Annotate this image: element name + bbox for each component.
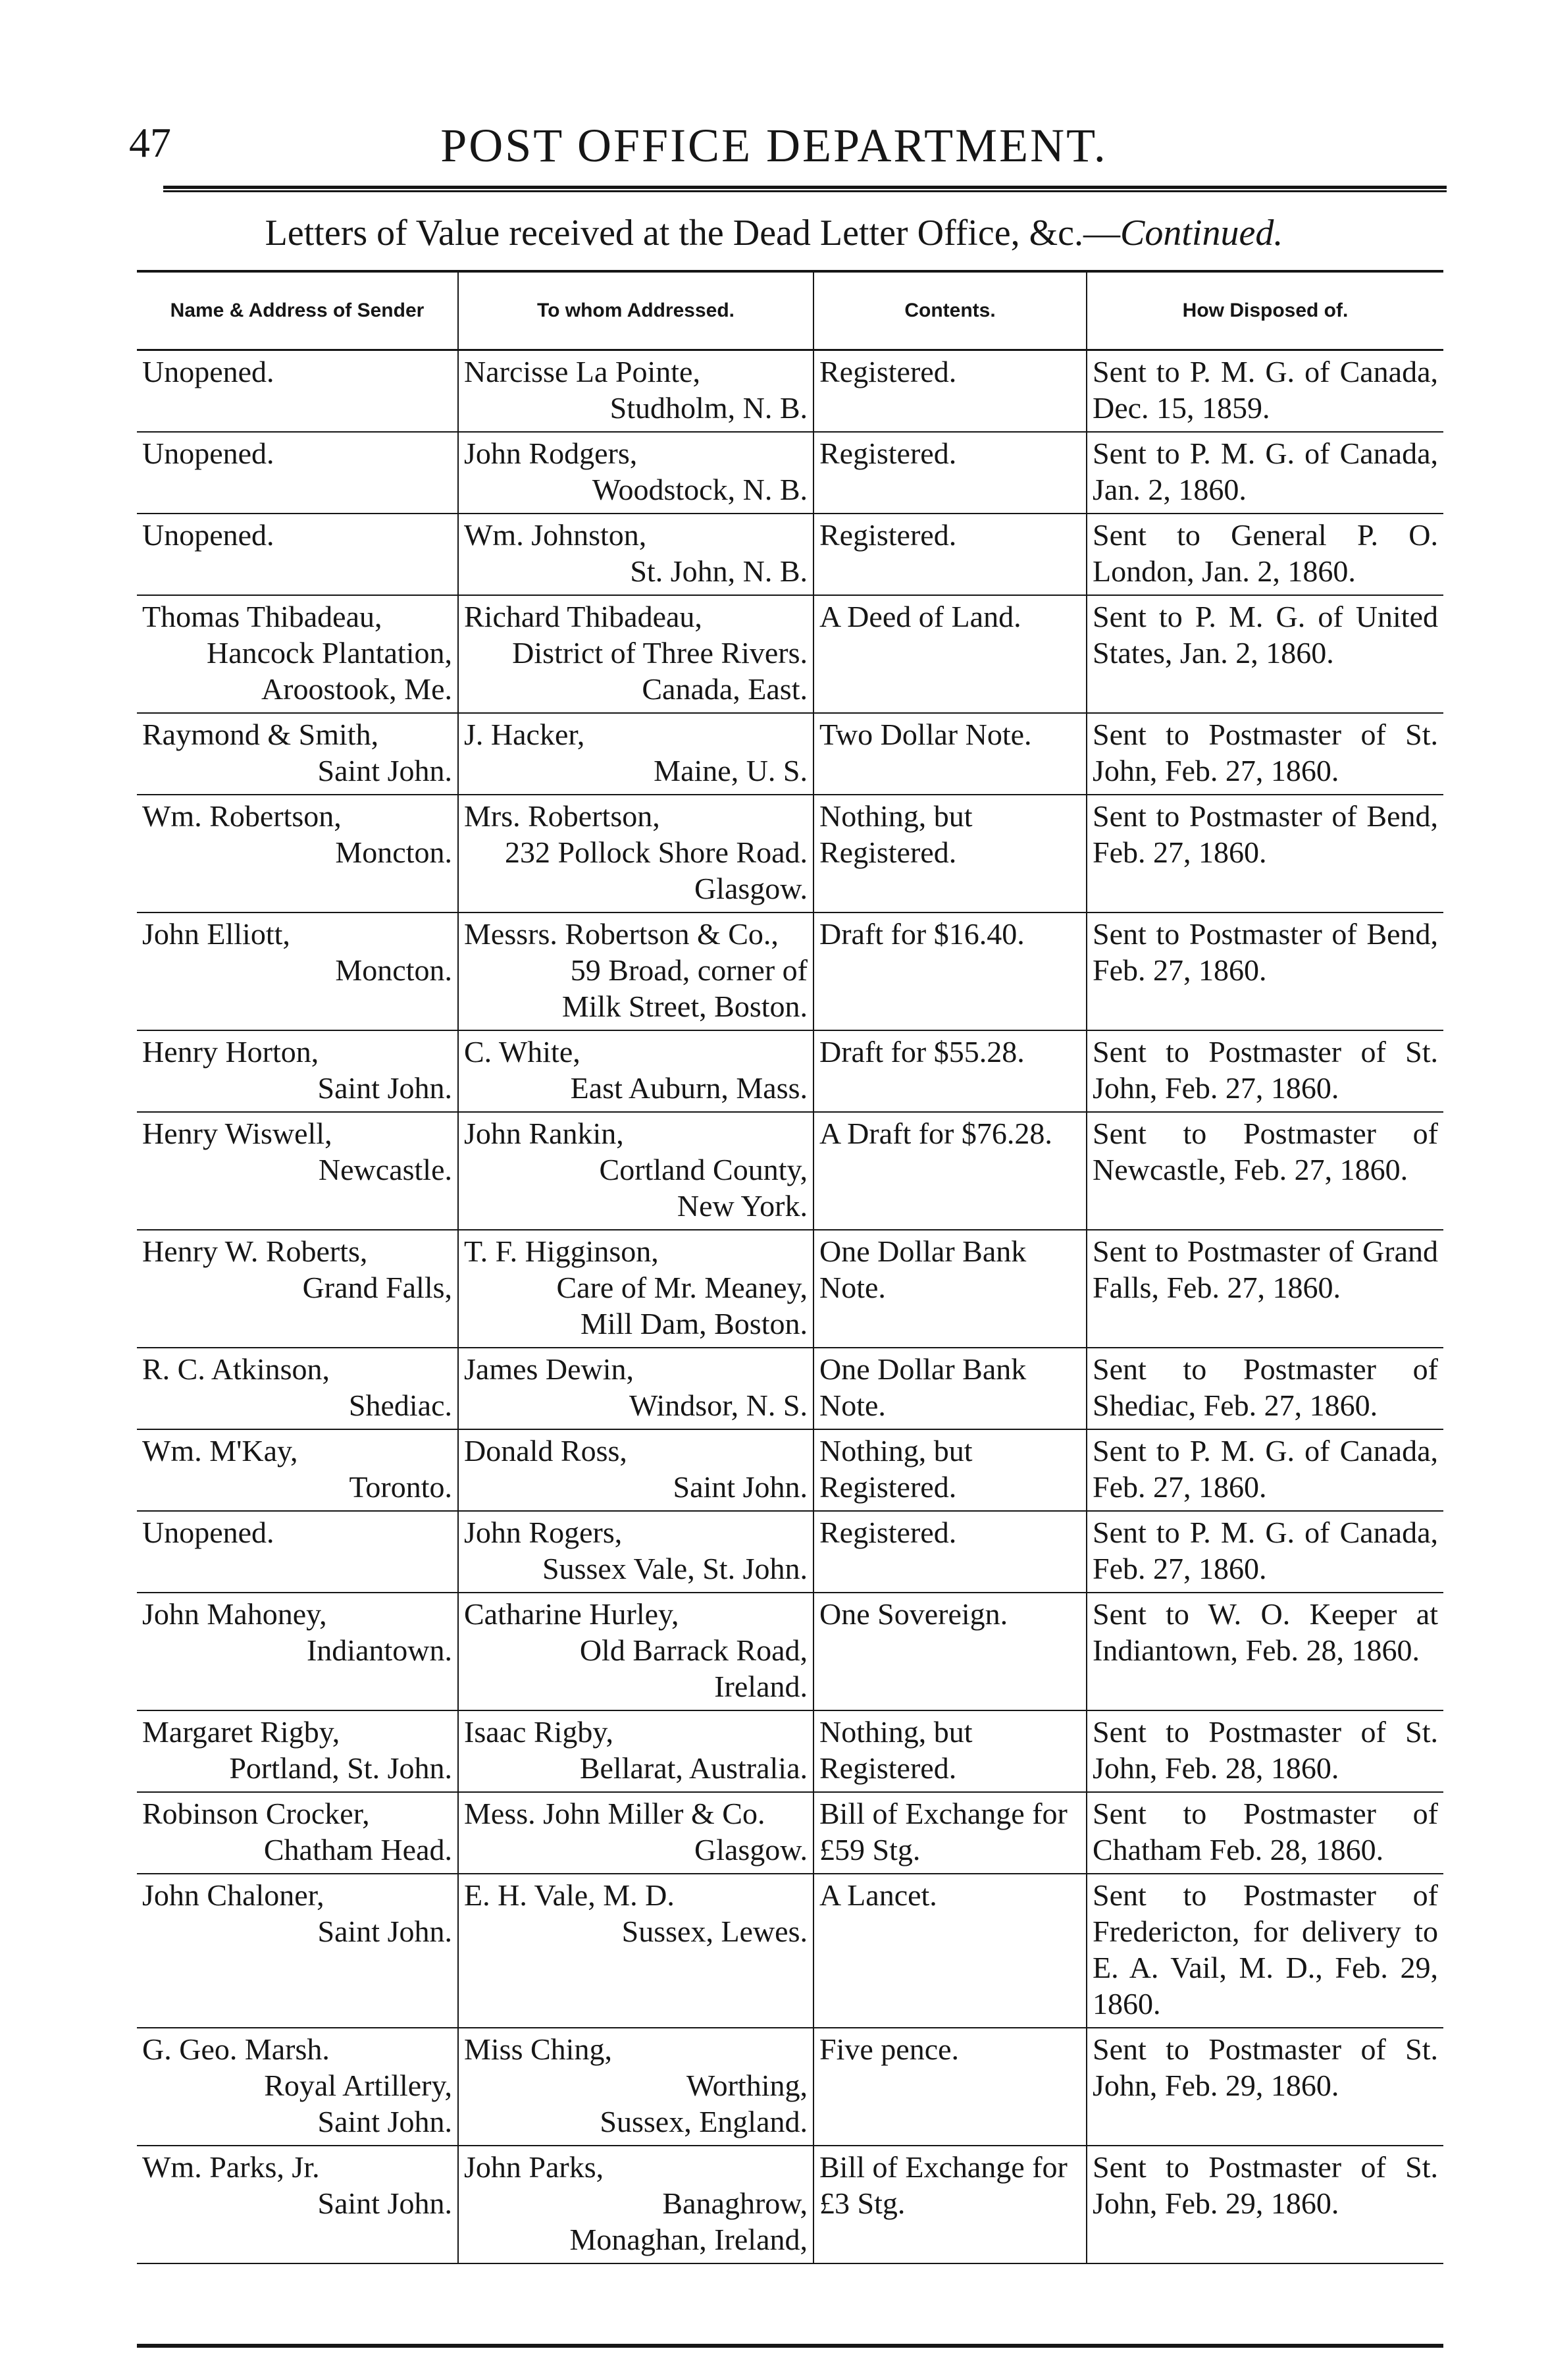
addressee-name: Miss Ching, (464, 2032, 612, 2066)
table-row (137, 350, 1443, 433)
table-row (137, 2028, 1443, 2146)
sender-cell (137, 1874, 458, 2028)
column-header-sender: Name & Address of Sender (137, 271, 458, 350)
contents-cell: Nothing, but Registered. (813, 1429, 1087, 1511)
addressee-address: Monaghan, Ireland, (569, 2223, 808, 2256)
contents-cell: Registered. (813, 514, 1087, 595)
addressee-name: T. F. Higginson, (464, 1234, 659, 1268)
addressee-name: John Rogers, (464, 1516, 623, 1549)
sender-cell (137, 1112, 458, 1230)
contents-cell: Two Dollar Note. (813, 713, 1087, 795)
table-header-row (137, 271, 1443, 350)
addressee-address: District of Three Rivers. (512, 636, 808, 670)
contents-cell: A Deed of Land. (813, 595, 1087, 713)
addressee-address: Sussex Vale, St. John. (542, 1552, 808, 1585)
contents-cell: Registered. (813, 1511, 1087, 1593)
table-row (137, 432, 1443, 514)
disposed-cell: Sent to Postmaster of Grand Falls, Feb. 27, 1860. (1087, 1230, 1443, 1348)
addressee-name: Narcisse La Pointe, (464, 355, 700, 388)
addressee-cell (458, 1230, 813, 1348)
contents-cell: Bill of Exchange for £3 Stg. (813, 2146, 1087, 2263)
sender-name: Unopened. (142, 518, 274, 552)
addressee-address: New York. (677, 1189, 808, 1223)
running-title: POST OFFICE DEPARTMENT. (440, 119, 1108, 172)
addressee-cell (458, 514, 813, 595)
sender-name: John Chaloner, (142, 1878, 324, 1912)
table-row (137, 2146, 1443, 2263)
contents-cell: One Sovereign. (813, 1593, 1087, 1710)
addressee-name: Wm. Johnston, (464, 518, 647, 552)
addressee-cell (458, 1030, 813, 1112)
sender-name: Raymond & Smith, (142, 718, 379, 751)
addressee-address: Glasgow. (694, 1833, 808, 1866)
addressee-address: Ireland. (714, 1670, 808, 1703)
disposed-cell: Sent to Postmaster of Fredericton, for delivery to E. A. Vail, M. D., Feb. 29, 1860. (1087, 1874, 1443, 2028)
sender-cell (137, 514, 458, 595)
disposed-cell: Sent to P. M. G. of Canada, Dec. 15, 1859. (1087, 350, 1443, 433)
sender-cell (137, 595, 458, 713)
disposed-cell: Sent to Postmaster of Shediac, Feb. 27, 1860. (1087, 1348, 1443, 1429)
addressee-name: Catharine Hurley, (464, 1597, 679, 1631)
sender-address: Toronto. (349, 1470, 452, 1504)
sender-address: Royal Artillery, (264, 2069, 452, 2102)
table-row (137, 1874, 1443, 2028)
addressee-address: Mill Dam, Boston. (580, 1307, 808, 1340)
addressee-address: Cortland County, (599, 1153, 808, 1186)
sender-name: G. Geo. Marsh. (142, 2032, 330, 2066)
table-row (137, 1348, 1443, 1429)
addressee-name: John Parks, (464, 2150, 604, 2184)
sender-cell (137, 432, 458, 514)
addressee-address: Banaghrow, (662, 2186, 808, 2220)
addressee-address: Bellarat, Australia. (579, 1751, 808, 1785)
sender-name: Wm. M'Kay, (142, 1434, 298, 1468)
disposed-cell: Sent to Postmaster of Bend, Feb. 27, 1860. (1087, 795, 1443, 912)
sender-cell (137, 1511, 458, 1593)
addressee-address: 59 Broad, corner of (570, 953, 808, 987)
sender-address: Saint John. (317, 754, 452, 787)
sender-cell (137, 1792, 458, 1874)
contents-cell: Draft for $16.40. (813, 912, 1087, 1030)
contents-cell: A Lancet. (813, 1874, 1087, 2028)
addressee-address: St. John, N. B. (630, 554, 808, 588)
addressee-address: Glasgow. (694, 872, 808, 905)
table-row (137, 1511, 1443, 1593)
contents-cell: One Dollar Bank Note. (813, 1348, 1087, 1429)
addressee-name: C. White, (464, 1035, 580, 1069)
sender-cell (137, 1429, 458, 1511)
table-row (137, 1593, 1443, 1710)
sender-name: John Mahoney, (142, 1597, 327, 1631)
sender-name: Henry Horton, (142, 1035, 319, 1069)
sender-address: Aroostook, Me. (261, 672, 452, 706)
addressee-cell (458, 432, 813, 514)
addressee-cell (458, 1710, 813, 1792)
page-bottom-rule (137, 2344, 1443, 2348)
disposed-cell: Sent to P. M. G. of United States, Jan. 2, 1860. (1087, 595, 1443, 713)
letters-table-container (137, 271, 1443, 2264)
sender-name: Wm. Robertson, (142, 799, 342, 833)
addressee-address: Windsor, N. S. (629, 1388, 808, 1422)
sender-name: R. C. Atkinson, (142, 1352, 330, 1386)
table-body (137, 350, 1443, 2264)
addressee-name: John Rankin, (464, 1117, 624, 1150)
sender-address: Saint John. (317, 1915, 452, 1948)
table-row (137, 713, 1443, 795)
sender-name: Thomas Thibadeau, (142, 600, 382, 633)
page-number: 47 (129, 119, 171, 166)
addressee-address: Care of Mr. Meaney, (556, 1271, 808, 1304)
sender-address: Saint John. (317, 2186, 452, 2220)
sender-cell (137, 1710, 458, 1792)
sender-cell (137, 1030, 458, 1112)
addressee-address: Sussex, England. (600, 2105, 808, 2138)
sender-address: Indiantown. (306, 1633, 452, 1667)
table-row (137, 595, 1443, 713)
addressee-address: Saint John. (673, 1470, 808, 1504)
addressee-address: Studholm, N. B. (609, 391, 808, 425)
sender-address: Chatham Head. (263, 1833, 452, 1866)
addressee-name: Mrs. Robertson, (464, 799, 660, 833)
sender-name: Margaret Rigby, (142, 1715, 340, 1749)
sender-name: Unopened. (142, 436, 274, 470)
table-row (137, 1112, 1443, 1230)
sender-cell (137, 713, 458, 795)
addressee-address: Worthing, (686, 2069, 808, 2102)
addressee-address: Milk Street, Boston. (561, 990, 808, 1023)
contents-cell: Nothing, but Registered. (813, 1710, 1087, 1792)
sender-address: Saint John. (317, 1071, 452, 1105)
title-rule (163, 186, 1447, 192)
addressee-name: Isaac Rigby, (464, 1715, 613, 1749)
sender-name: John Elliott, (142, 917, 290, 951)
addressee-address: Woodstock, N. B. (592, 473, 808, 506)
addressee-name: John Rodgers, (464, 436, 638, 470)
addressee-name: E. H. Vale, M. D. (464, 1878, 675, 1912)
table-row (137, 912, 1443, 1030)
table-row (137, 795, 1443, 912)
sender-address: Shediac. (348, 1388, 452, 1422)
disposed-cell: Sent to Postmaster of St. John, Feb. 27, 1860. (1087, 1030, 1443, 1112)
sender-address: Portland, St. John. (229, 1751, 452, 1785)
addressee-name: James Dewin, (464, 1352, 634, 1386)
table-row (137, 1710, 1443, 1792)
disposed-cell: Sent to Postmaster of St. John, Feb. 29, 1860. (1087, 2028, 1443, 2146)
table-row (137, 514, 1443, 595)
sender-cell (137, 1593, 458, 1710)
sender-name: Wm. Parks, Jr. (142, 2150, 320, 2184)
addressee-cell (458, 595, 813, 713)
sender-name: Unopened. (142, 355, 274, 388)
sender-cell (137, 350, 458, 433)
disposed-cell: Sent to Postmaster of St. John, Feb. 27, 1860. (1087, 713, 1443, 795)
sender-name: Robinson Crocker, (142, 1797, 370, 1830)
addressee-name: Messrs. Robertson & Co., (464, 917, 779, 951)
addressee-cell (458, 1112, 813, 1230)
table-row (137, 1792, 1443, 1874)
sender-address: Grand Falls, (302, 1271, 452, 1304)
addressee-cell (458, 912, 813, 1030)
addressee-cell (458, 2028, 813, 2146)
addressee-cell (458, 2146, 813, 2263)
column-header-contents: Contents. (813, 271, 1087, 350)
sender-cell (137, 1230, 458, 1348)
addressee-address: Maine, U. S. (654, 754, 808, 787)
sender-cell (137, 1348, 458, 1429)
disposed-cell: Sent to General P. O. London, Jan. 2, 1860. (1087, 514, 1443, 595)
addressee-address: Old Barrack Road, (579, 1633, 808, 1667)
sender-name: Henry W. Roberts, (142, 1234, 368, 1268)
disposed-cell: Sent to P. M. G. of Canada, Feb. 27, 1860. (1087, 1429, 1443, 1511)
table-row (137, 1230, 1443, 1348)
addressee-cell (458, 795, 813, 912)
addressee-cell (458, 1792, 813, 1874)
disposed-cell: Sent to Postmaster of Bend, Feb. 27, 1860. (1087, 912, 1443, 1030)
addressee-cell (458, 1511, 813, 1593)
letters-table (137, 271, 1443, 2264)
addressee-cell (458, 1874, 813, 2028)
addressee-address: Canada, East. (642, 672, 808, 706)
contents-cell: Registered. (813, 432, 1087, 514)
sender-cell (137, 2146, 458, 2263)
contents-cell: A Draft for $76.28. (813, 1112, 1087, 1230)
addressee-address: East Auburn, Mass. (570, 1071, 808, 1105)
contents-cell: Bill of Exchange for £59 Stg. (813, 1792, 1087, 1874)
addressee-cell (458, 1429, 813, 1511)
contents-cell: Five pence. (813, 2028, 1087, 2146)
addressee-cell (458, 713, 813, 795)
addressee-cell (458, 1348, 813, 1429)
sender-cell (137, 795, 458, 912)
sender-name: Henry Wiswell, (142, 1117, 332, 1150)
disposed-cell: Sent to Postmaster of St. John, Feb. 28, 1860. (1087, 1710, 1443, 1792)
addressee-address: Sussex, Lewes. (621, 1915, 808, 1948)
sender-address: Moncton. (335, 953, 452, 987)
subtitle-continued: Continued. (1120, 213, 1283, 253)
sender-cell (137, 912, 458, 1030)
contents-cell: Nothing, but Registered. (813, 795, 1087, 912)
column-header-addressee: To whom Addressed. (458, 271, 813, 350)
sender-address: Hancock Plantation, (206, 636, 452, 670)
sender-cell (137, 2028, 458, 2146)
disposed-cell: Sent to Postmaster of Chatham Feb. 28, 1860. (1087, 1792, 1443, 1874)
sender-address: Saint John. (317, 2105, 452, 2138)
column-header-disposed: How Disposed of. (1087, 271, 1443, 350)
addressee-cell (458, 1593, 813, 1710)
addressee-name: J. Hacker, (464, 718, 585, 751)
contents-cell: One Dollar Bank Note. (813, 1230, 1087, 1348)
disposed-cell: Sent to Postmaster of St. John, Feb. 29, 1860. (1087, 2146, 1443, 2263)
sender-address: Moncton. (335, 835, 452, 869)
addressee-address: 232 Pollock Shore Road. (505, 835, 808, 869)
disposed-cell: Sent to P. M. G. of Canada, Feb. 27, 1860. (1087, 1511, 1443, 1593)
table-subtitle (0, 212, 1548, 254)
contents-cell: Registered. (813, 350, 1087, 433)
disposed-cell: Sent to P. M. G. of Canada, Jan. 2, 1860. (1087, 432, 1443, 514)
contents-cell: Draft for $55.28. (813, 1030, 1087, 1112)
disposed-cell: Sent to Postmaster of Newcastle, Feb. 27, 1860. (1087, 1112, 1443, 1230)
table-row (137, 1429, 1443, 1511)
addressee-name: Mess. John Miller & Co. (464, 1797, 765, 1830)
sender-address: Newcastle. (318, 1153, 452, 1186)
addressee-name: Donald Ross, (464, 1434, 627, 1468)
sender-name: Unopened. (142, 1516, 274, 1549)
subtitle-text: Letters of Value received at the Dead Letter Office, &c.— (265, 213, 1120, 253)
disposed-cell: Sent to W. O. Keeper at Indiantown, Feb. 28, 1860. (1087, 1593, 1443, 1710)
addressee-name: Richard Thibadeau, (464, 600, 702, 633)
addressee-cell (458, 350, 813, 433)
table-row (137, 1030, 1443, 1112)
